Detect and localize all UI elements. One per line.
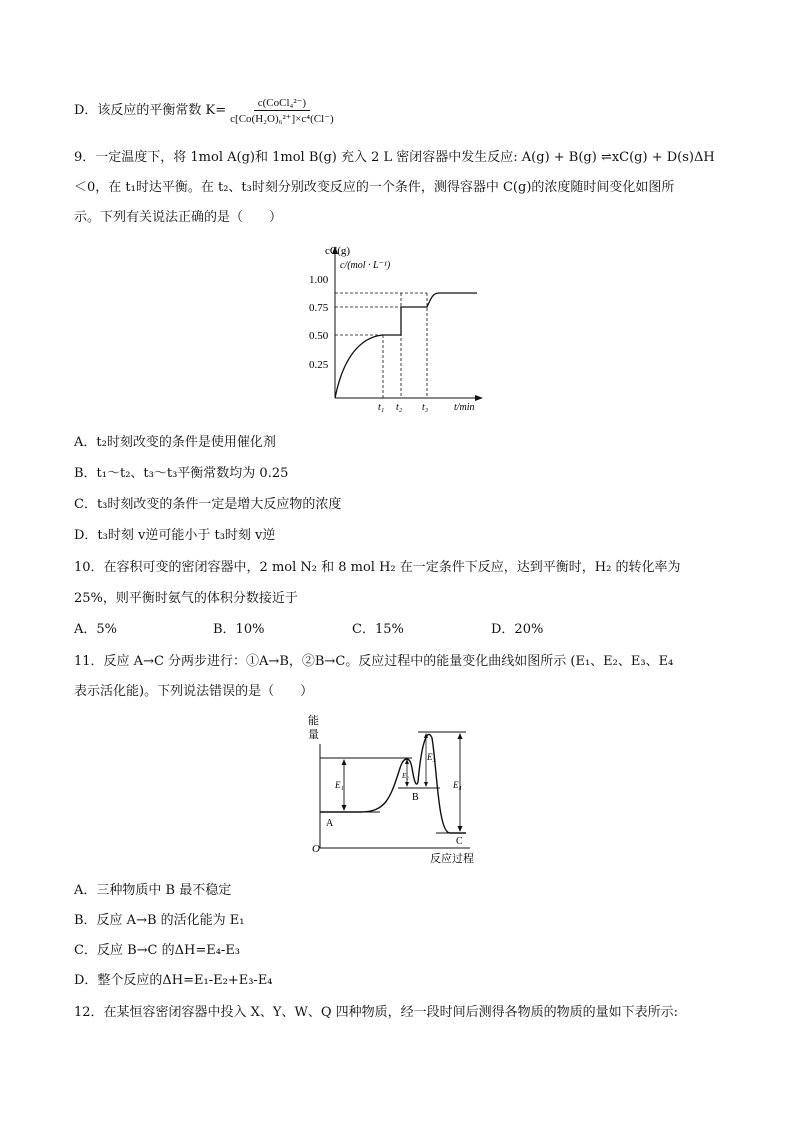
q11-e4-arrowhead-up <box>458 733 463 739</box>
q9-stem-line-2: ＜0，在 t₁时达平衡。在 t₂、t₃时刻分别改变反应的一个条件，测得容器中 C(g)的浓度随时间变化如图所 <box>74 180 675 195</box>
q11-e4-arrowhead-down <box>458 826 463 832</box>
q11-option-c: C．反应 B→C 的ΔH=E₄-E₃ <box>74 943 241 958</box>
q11-option-d: D．整个反应的ΔH=E₁-E₂+E₃-E₄ <box>74 973 273 988</box>
q11-option-a: A．三种物质中 B 最不稳定 <box>74 883 232 898</box>
q9-concentration-graph <box>305 238 495 418</box>
q10-option-c: C．15% <box>352 622 404 637</box>
q10-stem-line-1: 10．在容积可变的密闭容器中，2 mol N₂ 和 8 mol H₂ 在一定条件下反应，达到平衡时，H₂ 的转化率为 <box>74 560 681 575</box>
q11-label-e4: E₄ <box>453 780 462 790</box>
q11-ylabel-top: 能 <box>308 715 319 727</box>
q9-option-c: C．t₃时刻改变的条件一定是增大反应物的浓度 <box>74 497 342 512</box>
equilibrium-constant-fraction <box>226 96 337 125</box>
q11-label-a: A <box>326 818 334 829</box>
q9-ytick-1: 1.00 <box>309 274 329 286</box>
fraction-denominator: c[Co(H₂O)₆²⁺]×c⁴(Cl⁻) <box>230 113 334 125</box>
q9-stem-line-3: 示。下列有关说法正确的是（ ） <box>74 210 283 225</box>
q11-e2-arrowhead-down <box>405 782 409 787</box>
q9-x-arrow <box>475 395 483 401</box>
q11-origin: O <box>312 843 320 855</box>
q11-label-e3: E₃ <box>427 752 436 762</box>
q11-stem-line-2: 表示活化能)。下列说法错误的是（ ） <box>74 684 314 699</box>
q9-xtick-t1: t₁ <box>378 402 385 413</box>
q9-ytick-4: 0.25 <box>309 359 329 371</box>
q11-label-b: B <box>412 792 419 803</box>
q10-option-d: D．20% <box>491 622 544 637</box>
q10-stem-line-2: 25%，则平衡时氨气的体积分数接近于 <box>74 591 298 606</box>
q9-concentration-curve <box>335 293 477 398</box>
q11-stem-line-1: 11．反应 A→C 分两步进行：①A→B，②B→C。反应过程中的能量变化曲线如图所示 (E₁、E₂、E₃、E₄ <box>74 654 674 669</box>
q9-xtick-t3: t₃ <box>422 402 429 413</box>
q11-ylabel-bottom: 量 <box>308 729 319 741</box>
q9-xlabel: t/min <box>454 402 475 413</box>
fraction-numerator: c(CoCl₄²⁻) <box>254 96 310 111</box>
q8-option-d-text: D．该反应的平衡常数 K= <box>74 103 227 118</box>
q10-option-b: B．10% <box>213 622 265 637</box>
q9-ylabel-1: cC(g) <box>325 245 351 257</box>
q11-label-c: C <box>456 836 463 847</box>
q11-label-e1: E₁ <box>335 780 344 790</box>
q9-ytick-3: 0.50 <box>309 330 329 342</box>
q9-ylabel-2: c/(mol · L⁻¹) <box>340 260 391 271</box>
q11-xlabel: 反应过程 <box>430 853 474 865</box>
q10-option-a: A．5% <box>74 622 118 637</box>
q11-energy-diagram <box>300 708 500 866</box>
q11-e1-arrowhead-up <box>342 759 347 765</box>
q11-option-b: B．反应 A→B 的活化能为 E₁ <box>74 913 245 928</box>
q11-label-e2: E₂ <box>402 772 409 780</box>
q11-e1-arrowhead-down <box>342 805 347 811</box>
q11-e3-arrowhead-down <box>424 782 428 787</box>
q9-option-b: B．t₁～t₂、t₃～t₃平衡常数均为 0.25 <box>74 466 289 481</box>
q12-stem: 12．在某恒容密闭容器中投入 X、Y、W、Q 四种物质，经一段时间后测得各物质的物质的量如下表所示: <box>74 1005 679 1020</box>
q9-stem-line-1: 9．一定温度下，将 1mol A(g)和 1mol B(g) 充入 2 L 密闭容器中发生反应: A(g) + B(g) ⇌xC(g) + D(s)ΔH <box>74 150 715 165</box>
q9-option-d: D．t₃时刻 v逆可能小于 t₃时刻 v逆 <box>74 528 276 543</box>
q8-option-d <box>74 96 338 125</box>
q9-xtick-t2: t₂ <box>396 402 403 413</box>
q9-option-a: A．t₂时刻改变的条件是使用催化剂 <box>74 435 276 450</box>
q9-ytick-2: 0.75 <box>309 302 329 314</box>
